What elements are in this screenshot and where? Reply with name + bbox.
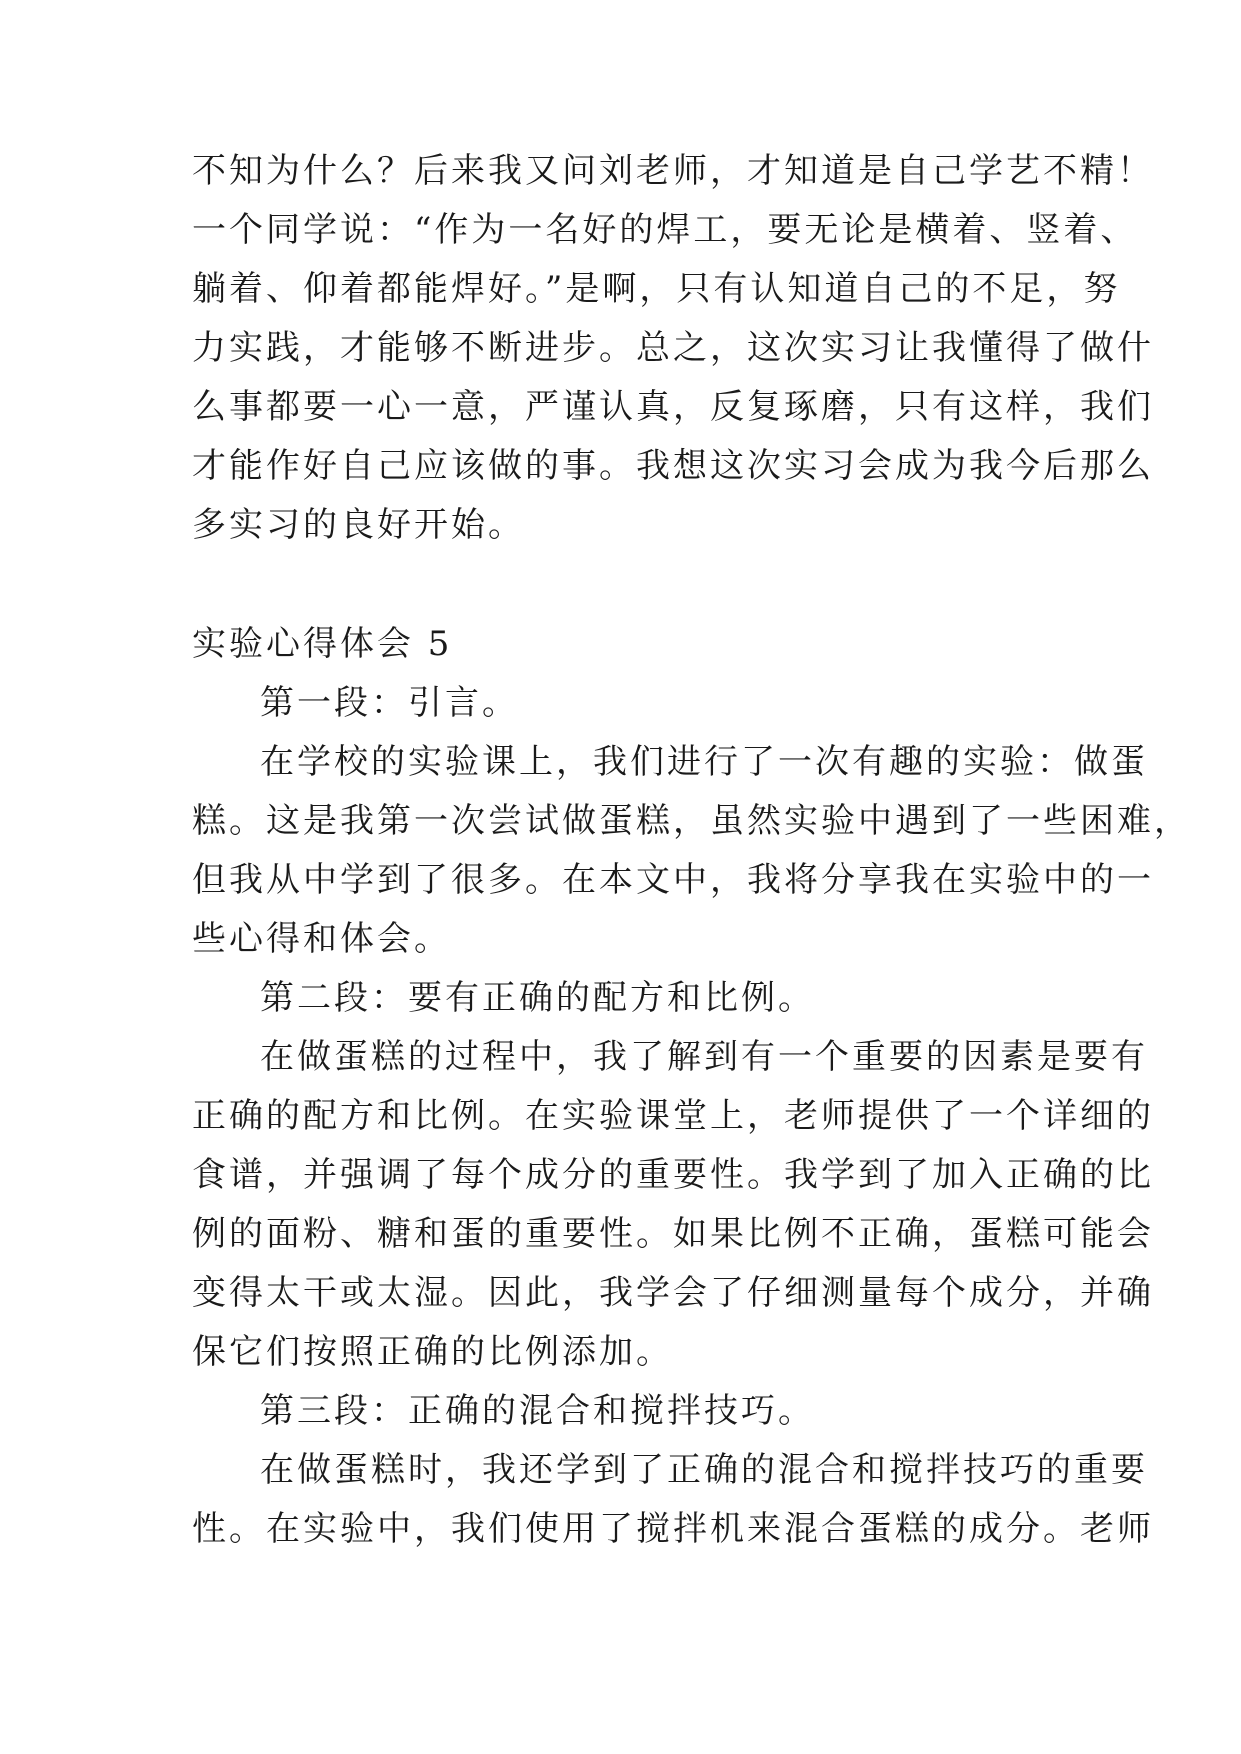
text-line: 在做蛋糕时，我还学到了正确的混合和搅拌技巧的重要 xyxy=(260,1450,1148,1490)
text-line: 第三段：正确的混合和搅拌技巧。 xyxy=(260,1391,815,1431)
text-line: 多实习的良好开始。 xyxy=(192,505,525,545)
continuation-paragraph xyxy=(192,142,1154,555)
text-line: 正确的配方和比例。在实验课堂上，老师提供了一个详细的 xyxy=(192,1096,1154,1136)
text-line: 性。在实验中，我们使用了搅拌机来混合蛋糕的成分。老师 xyxy=(192,1509,1154,1549)
text-line: 在学校的实验课上，我们进行了一次有趣的实验：做蛋 xyxy=(260,742,1148,782)
text-line: 食谱，并强调了每个成分的重要性。我学到了加入正确的比 xyxy=(192,1155,1154,1195)
section-title: 实验心得体会 5 xyxy=(192,624,453,664)
text-line: 保它们按照正确的比例添加。 xyxy=(192,1332,673,1372)
text-line: 才能作好自己应该做的事。我想这次实习会成为我今后那么 xyxy=(192,446,1154,486)
section-lines xyxy=(192,674,1191,1559)
text-line: 但我从中学到了很多。在本文中，我将分享我在实验中的一 xyxy=(192,860,1154,900)
text-line: 些心得和体会。 xyxy=(192,919,451,959)
text-line: 在做蛋糕的过程中，我了解到有一个重要的因素是要有 xyxy=(260,1037,1148,1077)
text-line: 变得太干或太湿。因此，我学会了仔细测量每个成分，并确 xyxy=(192,1273,1154,1313)
text-line: 第二段：要有正确的配方和比例。 xyxy=(260,978,815,1018)
text-line: 力实践，才能够不断进步。总之，这次实习让我懂得了做什 xyxy=(192,328,1154,368)
text-line: 一个同学说：“作为一名好的焊工，要无论是横着、竖着、 xyxy=(192,210,1138,250)
text-line: 躺着、仰着都能焊好。”是啊，只有认知道自己的不足，努 xyxy=(192,269,1121,309)
text-line: 糕。这是我第一次尝试做蛋糕，虽然实验中遇到了一些困难， xyxy=(192,801,1191,841)
text-line: 例的面粉、糖和蛋的重要性。如果比例不正确，蛋糕可能会 xyxy=(192,1214,1154,1254)
text-line: 第一段：引言。 xyxy=(260,683,519,723)
text-line: 不知为什么？后来我又问刘老师，才知道是自己学艺不精！ xyxy=(192,151,1154,191)
section-body xyxy=(192,615,1191,1559)
text-line: 么事都要一心一意，严谨认真，反复琢磨，只有这样，我们 xyxy=(192,387,1154,427)
